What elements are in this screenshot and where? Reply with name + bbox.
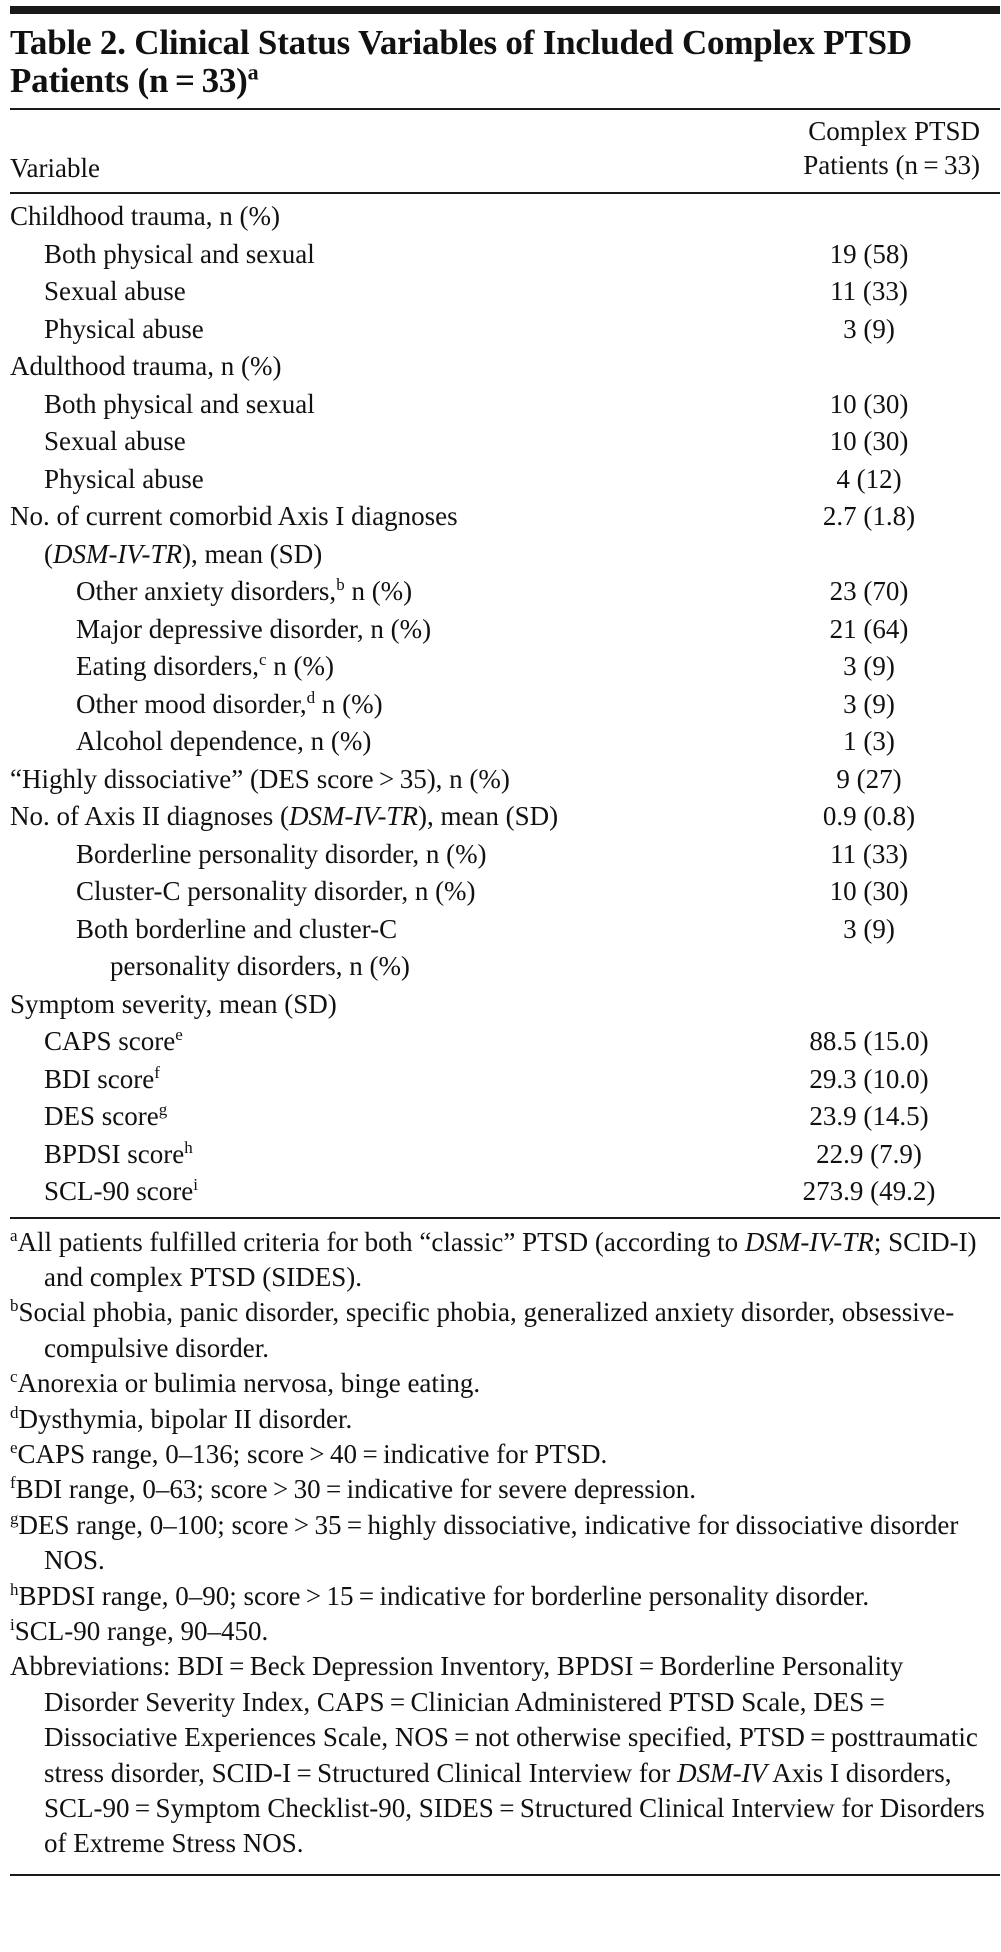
table-row: Sexual abuse 11 (33) (44, 276, 908, 306)
table-row: Sexual abuse 10 (30) (44, 426, 909, 456)
footnote-abbreviations: Abbreviations: BDI = Beck Depression Inventory, BPDSI = Borderline Personality Disorder Severity Index, CAPS = Clinician Administered PTSD Scale, DES = Dissociative Experiences Scale, NOS = not otherwise specified, PTSD = posttraumatic stress disorder, SCID-I = Structured Clinical Interview for DSM-IV Axis I disorders, SCL-90 = Symptom Checklist-90, SIDES = Structured Clinical Interview for Disorders of Extreme Stress NOS. (10, 1651, 985, 1859)
table-row: (DSM-IV-TR), mean (SD) (44, 538, 323, 569)
table-footnotes (10, 1219, 990, 1862)
bottom-rule (10, 1874, 1000, 1876)
table-page (10, 0, 990, 1876)
table-row: Adulthood trauma, n (%) (10, 351, 282, 381)
footnote-e: $^e$CAPS range, 0–136; score > 40 = indicative for PTSD. (10, 1437, 608, 1469)
table-body (10, 194, 990, 1217)
footnote-g: $^g$DES range, 0–100; score > 35 = highly dissociative, indicative for dissociative disorder NOS. (10, 1508, 959, 1576)
table-row: Eating disorders,$^c$ n (%) 3 (9) (76, 650, 895, 681)
table-row: SCL-90 score$^i$ 273.9 (49.2) (44, 1175, 936, 1206)
table-row: personality disorders, n (%) (110, 951, 410, 981)
table-row: Childhood trauma, n (%) (10, 201, 280, 231)
top-rule (10, 6, 1000, 14)
footnote-b: $^b$Social phobia, panic disorder, specific phobia, generalized anxiety disorder, obsessive-compulsive disorder. (10, 1296, 955, 1363)
table-row: Physical abuse 4 (12) (44, 463, 902, 494)
table-row: No. of current comorbid Axis I diagnoses 2.7 (1.8) (10, 501, 916, 531)
table-row: BDI score$^f$ 29.3 (10.0) (44, 1062, 929, 1094)
table-row: Both physical and sexual 19 (58) (44, 238, 909, 269)
table-row: CAPS score$^e$ 88.5 (15.0) (44, 1025, 929, 1056)
table-row: BPDSI score$^h$ 22.9 (7.9) (44, 1137, 922, 1169)
table-row: Borderline personality disorder, n (%) 11 (33) (76, 838, 908, 869)
footnote-c: $^c$Anorexia or bulimia nervosa, binge eating. (10, 1367, 481, 1399)
table-row: Symptom severity, mean (SD) (10, 988, 337, 1019)
table-row: Other mood disorder,$^d$ n (%) 3 (9) (76, 687, 895, 719)
table-row: DES score$^g$ 23.9 (14.5) (44, 1100, 929, 1131)
table-row: “Highly dissociative” (DES score > 35), n (%) 9 (27) (10, 763, 902, 794)
table-row: Both physical and sexual 10 (30) (44, 388, 909, 419)
table-header (10, 110, 990, 192)
table-title: Table 2. Clinical Status Variables of Included Complex PTSD Patients (n = 33)$^a$ (10, 23, 912, 100)
footnote-d: $^d$Dysthymia, bipolar II disorder. (10, 1402, 353, 1434)
table-row: Alcohol dependence, n (%) 1 (3) (76, 726, 895, 756)
footnote-h: $^h$BPDSI range, 0–90; score > 15 = indicative for borderline personality disorder. (10, 1579, 870, 1611)
table-row: Both borderline and cluster-C 3 (9) (76, 913, 895, 944)
table-row: Cluster-C personality disorder, n (%) 10 (30) (76, 876, 909, 906)
footnote-i: $^i$SCL-90 range, 90–450. (10, 1614, 269, 1646)
footnote-a: $^a$All patients fulfilled criteria for both “classic” PTSD (according to DSM-IV-TR; SCID-I) and complex PTSD (SIDES). (10, 1225, 977, 1292)
variable-header: Variable (10, 153, 100, 183)
table-row: Major depressive disorder, n (%) 21 (64) (76, 613, 909, 644)
table-row: No. of Axis II diagnoses (DSM-IV-TR), mean (SD) 0.9 (0.8) (10, 801, 916, 831)
footnote-f: $^f$BDI range, 0–63; score > 30 = indicative for severe depression. (10, 1473, 697, 1505)
table-row: Physical abuse 3 (9) (44, 313, 895, 344)
table-row: Other anxiety disorders,$^b$ n (%) 23 (70) (76, 575, 909, 606)
column-header: Complex PTSD Patients (n = 33) (803, 116, 980, 180)
